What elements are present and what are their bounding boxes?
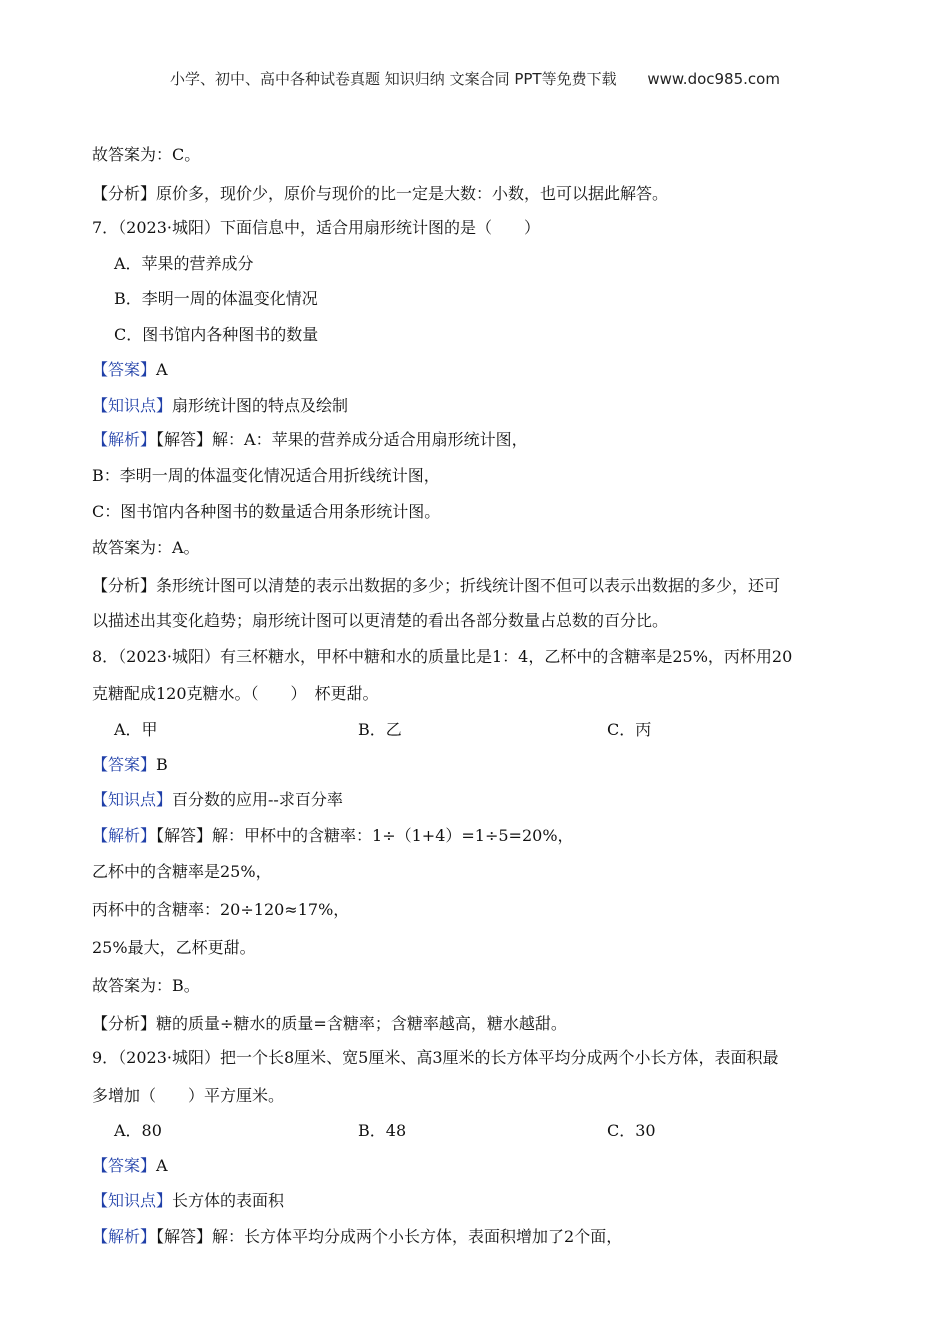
fenxi-tag: 【分析】 [92,1014,157,1033]
answer-tag: 【答案】 [92,755,157,774]
q9-stem-line1: 9．（2023·城阳）把一个长8厘米、宽5厘米、高3厘米的长方体平均分成两个小长方体，表面积最 [92,1048,779,1067]
page-header [0,68,950,89]
q6-analysis-text: 原价多，现价少，原价与现价的比一定是大数：小数，也可以据此解答。 [156,184,669,203]
q7-knowledge-text: 扇形统计图的特点及绘制 [172,396,349,415]
answer-tag: 【答案】 [92,1156,157,1175]
q8-analysis [92,1013,862,1035]
q7-option-c: C．图书馆内各种图书的数量 [114,325,319,344]
q7-solution-line2: B：李明一周的体温变化情况适合用折线统计图， [92,466,440,485]
q8-solution-line4: 25%最大，乙杯更甜。 [92,938,256,957]
q8-stem-line1: 8．（2023·城阳）有三杯糖水，甲杯中糖和水的质量比是1：4，乙杯中的含糖率是25%，丙杯用20 [92,647,793,666]
q7-answer-value: A [156,360,168,379]
q7-analysis [92,575,862,597]
q7-solution-line3: C：图书馆内各种图书的数量适合用条形统计图。 [92,502,441,521]
q7-solution [92,429,862,451]
q8-solution-line1: 解：甲杯中的含糖率：1÷（1+4）=1÷5=20%， [212,826,574,845]
q9-option-b: B．48 [358,1121,407,1140]
q9-option-c: C．30 [607,1121,656,1140]
q8-solution-line2: 乙杯中的含糖率是25%， [92,862,272,881]
q7-final-answer: 故答案为：A。 [92,538,200,557]
q9-answer [92,1155,862,1177]
q7-option-b: B．李明一周的体温变化情况 [114,289,318,308]
analysis-tag: 【解析】 [92,1227,157,1246]
q7-analysis-line2: 以描述出其变化趋势；扇形统计图可以更清楚的看出各部分数量占总数的百分比。 [92,611,669,630]
answer-tag: 【答案】 [92,360,157,379]
q9-stem-line2: 多增加（ ）平方厘米。 [92,1086,285,1105]
knowledge-tag: 【知识点】 [92,396,173,415]
q8-solution-line3: 丙杯中的含糖率：20÷120≈17%， [92,900,350,919]
q9-knowledge [92,1190,862,1212]
q9-knowledge-text: 长方体的表面积 [172,1191,285,1210]
q9-solution [92,1226,862,1248]
q8-answer [92,754,862,776]
q7-analysis-line1: 条形统计图可以清楚的表示出数据的多少；折线统计图不但可以表示出数据的多少，还可 [156,576,781,595]
fenxi-tag: 【分析】 [92,576,157,595]
q9-solution-line1: 解：长方体平均分成两个小长方体，表面积增加了2个面， [212,1227,623,1246]
q7-answer [92,359,862,381]
jieda-tag: 【解答】 [156,1227,213,1246]
q8-knowledge [92,789,862,811]
q8-solution [92,825,862,847]
q8-option-b: B．乙 [358,720,402,739]
header-url[interactable]: www.doc985.com [647,70,780,88]
q9-answer-value: A [156,1156,168,1175]
q8-knowledge-text: 百分数的应用--求百分率 [172,790,343,809]
fenxi-tag: 【分析】 [92,184,157,203]
q8-option-a: A．甲 [114,720,158,739]
q6-final-answer: 故答案为：C。 [92,145,201,164]
analysis-tag: 【解析】 [92,826,157,845]
knowledge-tag: 【知识点】 [92,790,173,809]
q7-stem: 7．（2023·城阳）下面信息中，适合用扇形统计图的是（ ） [92,218,540,237]
jieda-tag: 【解答】 [156,826,213,845]
q7-knowledge [92,395,862,417]
q7-option-a: A．苹果的营养成分 [114,254,254,273]
analysis-tag: 【解析】 [92,430,157,449]
q8-answer-value: B [156,755,168,774]
q8-option-c: C．丙 [607,720,652,739]
q8-final-answer: 故答案为：B。 [92,976,200,995]
jieda-tag: 【解答】 [156,430,213,449]
knowledge-tag: 【知识点】 [92,1191,173,1210]
q9-option-a: A．80 [114,1121,162,1140]
header-text: 小学、初中、高中各种试卷真题 知识归纳 文案合同 PPT等免费下载 [170,70,617,88]
q8-analysis-text: 糖的质量÷糖水的质量=含糖率；含糖率越高，糖水越甜。 [156,1014,567,1033]
q8-stem-line2: 克糖配成120克糖水。（ ） 杯更甜。 [92,684,379,703]
q6-analysis [92,183,862,205]
q7-solution-line1: 解：A：苹果的营养成分适合用扇形统计图， [212,430,528,449]
